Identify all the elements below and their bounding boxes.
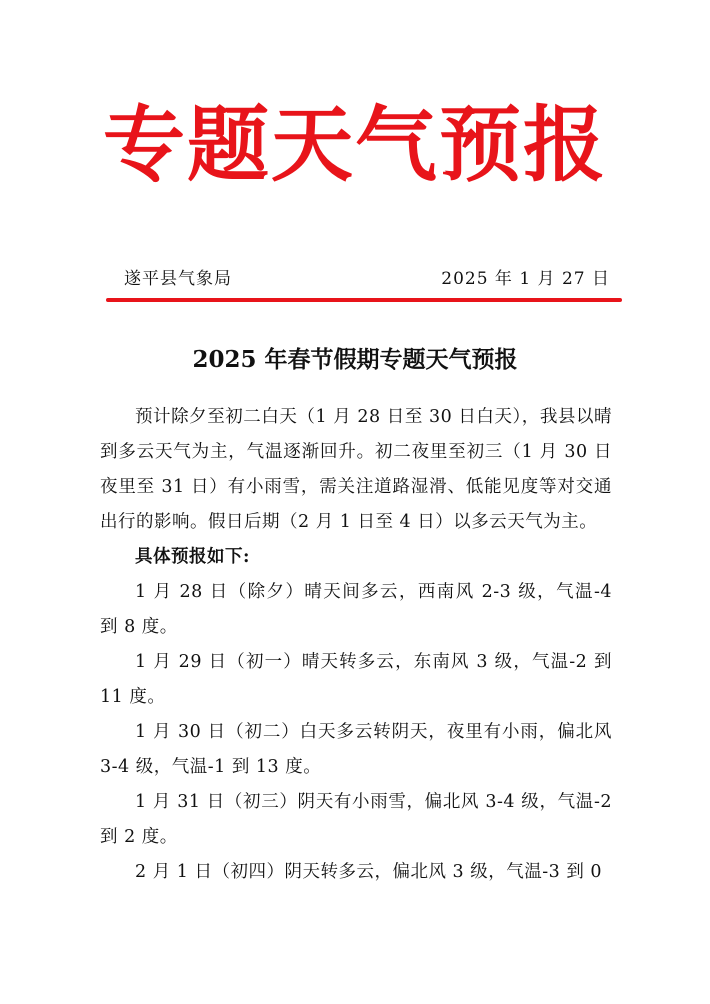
daily-forecast-item: 2 月 1 日（初四）阴天转多云，偏北风 3 级，气温-3 到 0 xyxy=(135,862,603,882)
daily-forecast-item: 1 月 29 日（初一）晴天转多云，东南风 3 级，气温-2 到 11 度。 xyxy=(100,652,612,707)
issuer-name: 遂平县气象局 xyxy=(124,269,232,289)
daily-forecast-item: 1 月 28 日（除夕）晴天间多云，西南风 2-3 级，气温-4 到 8 度。 xyxy=(100,582,612,637)
document-body xyxy=(100,400,612,890)
red-divider-line xyxy=(106,298,622,302)
document-title: 2025 年春节假期专题天气预报 xyxy=(192,346,518,373)
intro-paragraph: 预计除夕至初二白天（1 月 28 日至 30 日白天），我县以晴到多云天气为主，气温逐渐回升。初二夜里至初三（1 月 30 日夜里至 31 日）有小雨雪，需关注道路湿滑、低能见度等对交通出行的影响。假日后期（2 月 1 日至 4 日）以多云天气为主。 xyxy=(100,407,612,532)
issuer-date-row xyxy=(124,266,610,292)
masthead-title: 专题天气预报 xyxy=(102,97,607,193)
details-heading: 具体预报如下: xyxy=(135,547,250,567)
daily-forecast-item: 1 月 30 日（初二）白天多云转阴天，夜里有小雨，偏北风 3-4 级，气温-1 到 13 度。 xyxy=(100,722,612,777)
issue-date: 2025 年 1 月 27 日 xyxy=(441,269,610,289)
daily-forecast-item: 1 月 31 日（初三）阴天有小雨雪，偏北风 3-4 级，气温-2 到 2 度。 xyxy=(100,792,612,847)
